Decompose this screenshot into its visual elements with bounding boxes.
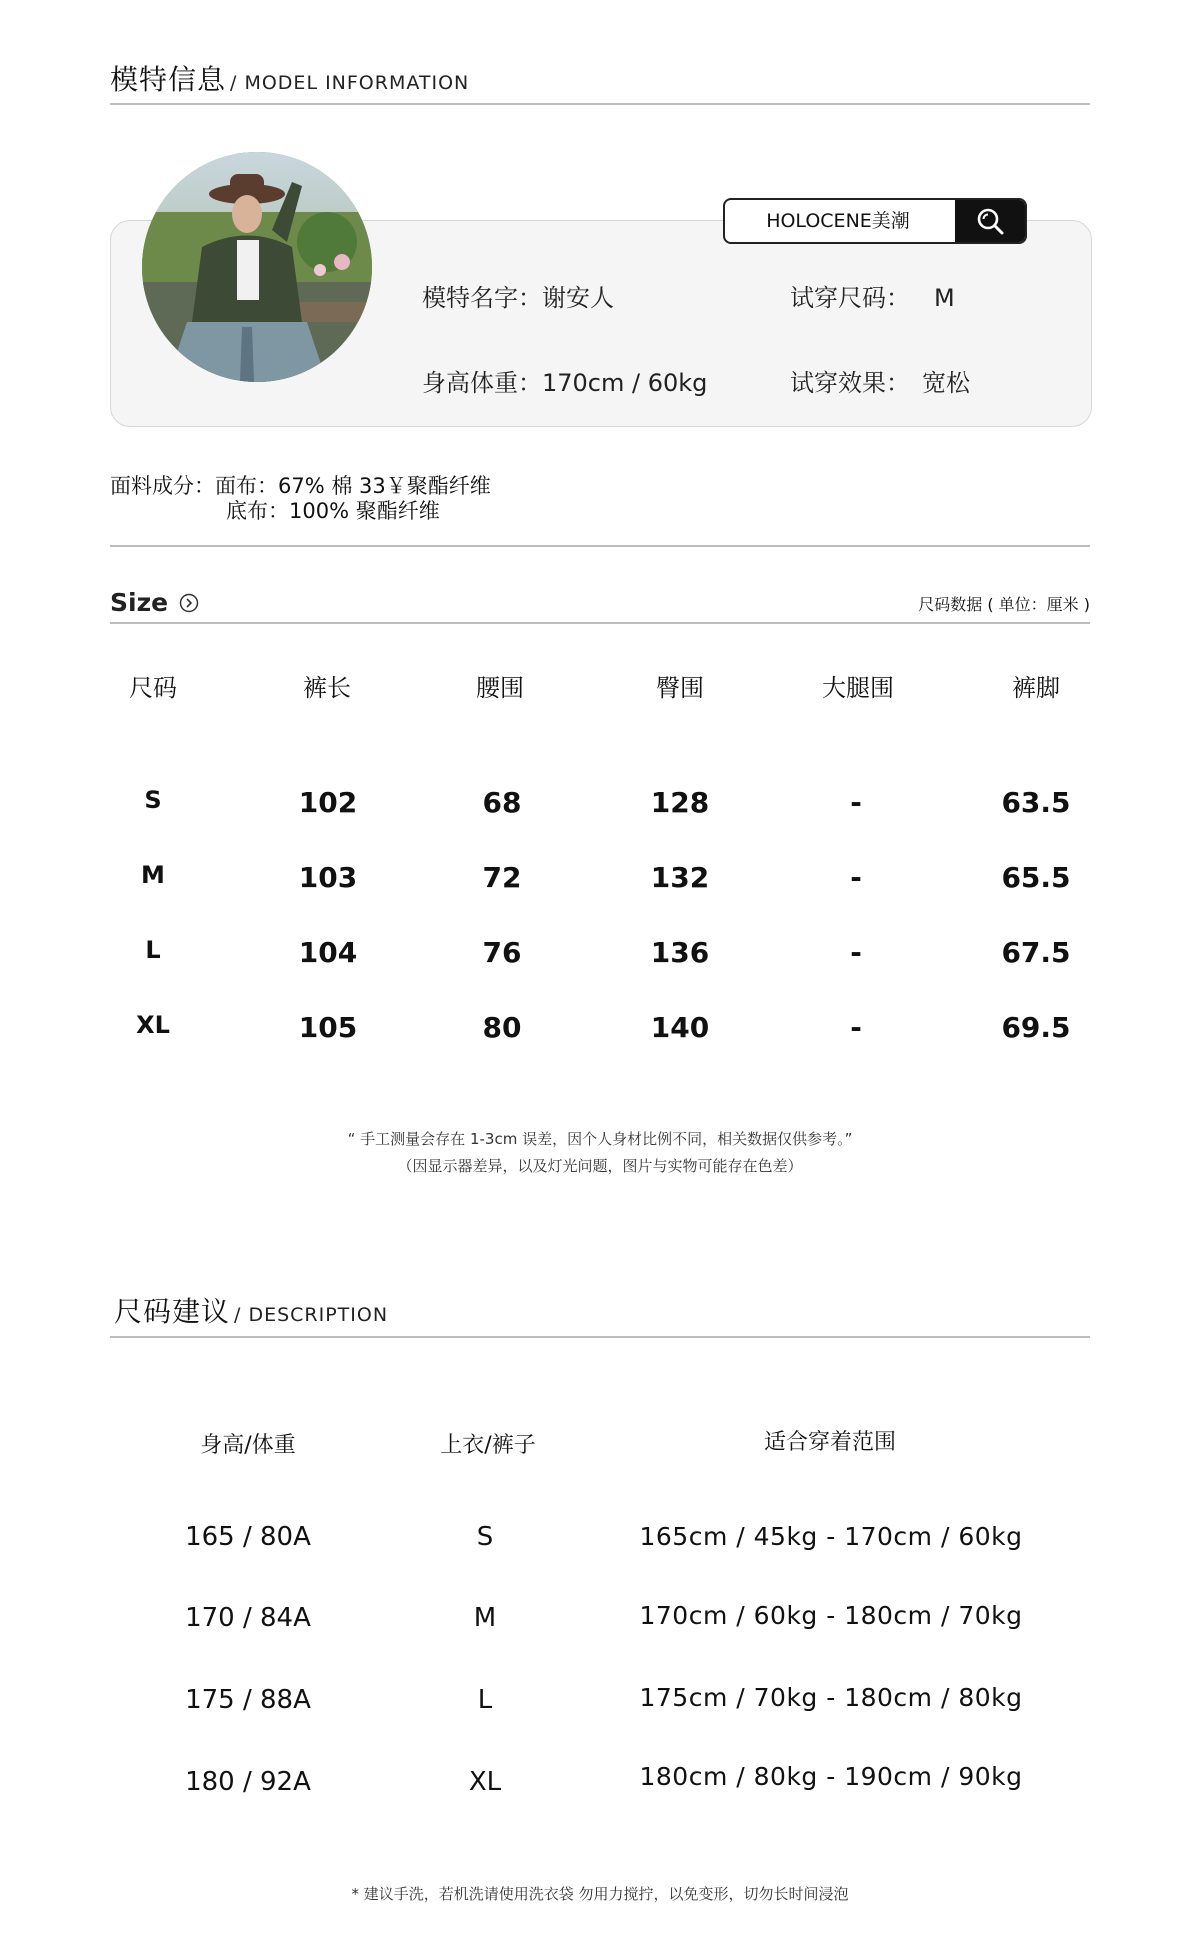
size-cell: - <box>850 1011 862 1044</box>
advice-cell: M <box>473 1603 497 1633</box>
search-icon <box>975 206 1005 236</box>
wash-care-note: * 建议手洗，若机洗请使用洗衣袋 勿用力搅拧，以免变形，切勿长时间浸泡 <box>351 1885 849 1903</box>
fit-effect-label: 试穿效果： <box>790 369 910 397</box>
size-cell: 67.5 <box>1001 936 1071 969</box>
size-section-title <box>110 588 199 617</box>
brand-name: HOLOCENE美潮 <box>766 210 910 232</box>
size-header-size: 尺码 <box>129 674 177 702</box>
divider <box>110 103 1090 105</box>
size-cell: - <box>850 936 862 969</box>
size-cell: XL <box>136 1011 170 1039</box>
divider <box>110 1336 1090 1338</box>
measurement-note: “ 手工测量会存在 1-3cm 误差，因个人身材比例不同，相关数据仅供参考。” <box>347 1130 853 1148</box>
size-cell: - <box>850 861 862 894</box>
size-cell: - <box>850 786 862 819</box>
brand-search-badge[interactable] <box>723 198 1027 244</box>
size-cell: 80 <box>482 1011 522 1044</box>
fit-effect-value: 宽松 <box>922 369 970 397</box>
model-name-label: 模特名字： <box>422 284 542 312</box>
size-header-thigh: 大腿围 <box>822 674 894 702</box>
size-cell: 104 <box>298 936 358 969</box>
fabric-line-1: 面布：67% 棉 33￥聚酯纤维 <box>215 474 491 498</box>
size-cell: 63.5 <box>1001 786 1071 819</box>
advice-title-cn: 尺码建议 <box>114 1295 231 1328</box>
advice-cell: XL <box>468 1767 502 1797</box>
model-photo-image <box>142 152 372 382</box>
size-header-hip: 臀围 <box>656 674 704 702</box>
size-cell: 132 <box>650 861 710 894</box>
model-section-title <box>110 58 469 98</box>
advice-header-range: 适合穿着范围 <box>763 1430 897 1455</box>
size-header-length: 裤长 <box>303 674 351 702</box>
size-header-hem: 裤脚 <box>1012 674 1060 702</box>
fabric-label: 面料成分： <box>110 474 215 498</box>
size-cell: S <box>144 786 162 814</box>
try-size-label: 试穿尺码： <box>790 284 910 312</box>
advice-title-en: / DESCRIPTION <box>234 1304 389 1326</box>
model-title-cn: 模特信息 <box>110 63 227 96</box>
height-weight-label: 身高体重： <box>422 369 542 397</box>
size-cell: 140 <box>650 1011 710 1044</box>
size-cell: 69.5 <box>1001 1011 1071 1044</box>
advice-cell: S <box>476 1522 494 1552</box>
size-header-waist: 腰围 <box>476 674 524 702</box>
size-cell: 102 <box>298 786 358 819</box>
size-title: Size <box>110 588 169 617</box>
try-size <box>790 278 955 313</box>
advice-cell: 175cm / 70kg - 180cm / 80kg <box>639 1683 1023 1712</box>
model-photo <box>142 152 372 382</box>
advice-cell: 175 / 88A <box>185 1685 311 1715</box>
height-weight <box>422 363 707 398</box>
size-cell: 65.5 <box>1001 861 1071 894</box>
model-title-en: / MODEL INFORMATION <box>230 72 470 94</box>
divider <box>110 545 1090 547</box>
try-size-value: M <box>934 284 955 312</box>
model-name <box>422 278 614 313</box>
advice-section-title <box>114 1290 388 1330</box>
size-cell: 136 <box>650 936 710 969</box>
size-cell: M <box>141 861 165 889</box>
advice-header-body: 身高/体重 <box>200 1433 296 1458</box>
model-name-value: 谢安人 <box>542 284 614 312</box>
fit-effect <box>790 363 970 398</box>
size-unit-note: 尺码数据 ( 单位：厘米 ) <box>918 595 1090 614</box>
advice-cell: 180 / 92A <box>185 1767 311 1797</box>
advice-cell: 180cm / 80kg - 190cm / 90kg <box>639 1762 1023 1791</box>
search-button[interactable] <box>955 200 1025 242</box>
height-weight-value: 170cm / 60kg <box>542 369 708 397</box>
advice-header-size: 上衣/裤子 <box>440 1433 536 1458</box>
advice-cell: 165cm / 45kg - 170cm / 60kg <box>639 1522 1023 1551</box>
size-cell: 103 <box>298 861 358 894</box>
advice-cell: L <box>477 1685 493 1715</box>
size-cell: 128 <box>650 786 710 819</box>
advice-cell: 165 / 80A <box>185 1522 311 1552</box>
size-cell: 76 <box>482 936 522 969</box>
fabric-line-2: 底布：100% 聚酯纤维 <box>226 499 440 523</box>
divider <box>110 622 1090 624</box>
chevron-right-circle-icon <box>179 593 199 613</box>
advice-cell: 170 / 84A <box>185 1603 311 1633</box>
size-cell: 68 <box>482 786 522 819</box>
color-note: （因显示器差异，以及灯光问题，图片与实物可能存在色差） <box>397 1157 803 1175</box>
size-cell: 105 <box>298 1011 358 1044</box>
size-cell: 72 <box>482 861 522 894</box>
advice-cell: 170cm / 60kg - 180cm / 70kg <box>639 1601 1023 1630</box>
size-cell: L <box>145 936 161 964</box>
fabric-line-2-row <box>226 495 440 525</box>
